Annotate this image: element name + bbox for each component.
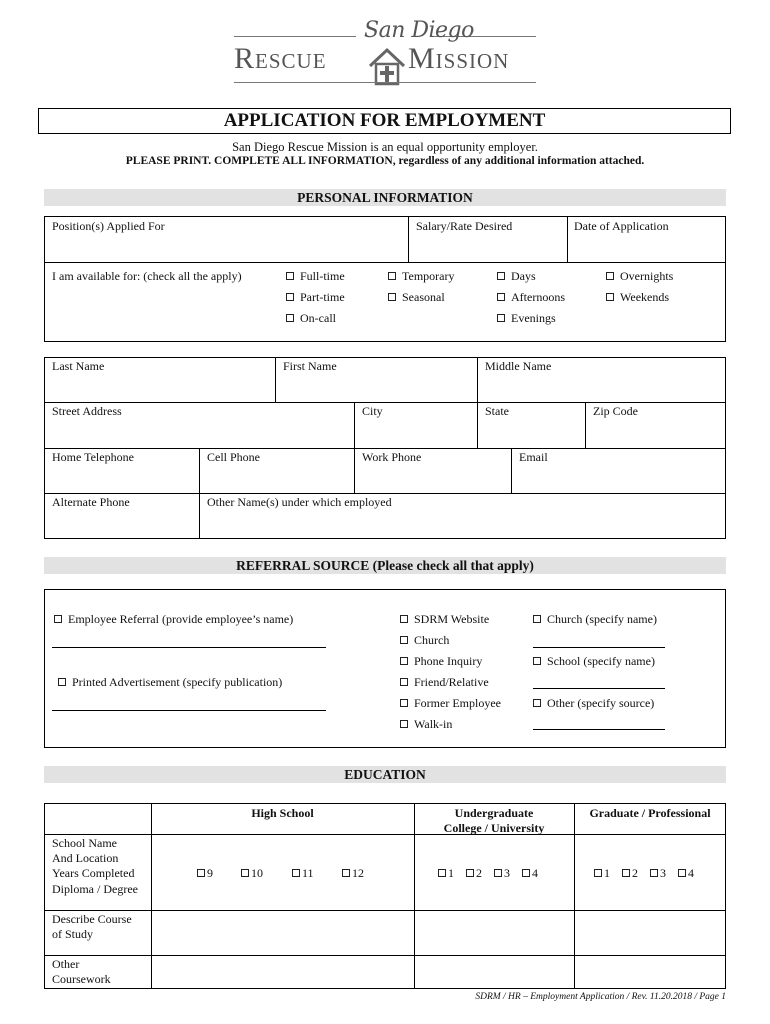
salary-desired-field[interactable]: Salary/Rate Desired [416, 219, 513, 233]
weekends-checkbox[interactable] [606, 290, 669, 305]
year-label: 10 [251, 866, 263, 880]
city-field[interactable]: City [362, 404, 383, 418]
divider [477, 402, 478, 448]
divider [44, 955, 726, 956]
option-label: Seasonal [402, 290, 445, 304]
checkbox-icon [197, 869, 205, 877]
divider [44, 910, 726, 911]
checkbox-icon [292, 869, 300, 877]
column-header-high-school: High School [251, 806, 314, 820]
grad-year-checkbox[interactable] [594, 866, 610, 881]
ug-year-checkbox[interactable] [494, 866, 510, 881]
checkbox-icon [497, 293, 505, 301]
checkbox-icon [494, 869, 502, 877]
year-label: 3 [504, 866, 510, 880]
year-label: 1 [604, 866, 610, 880]
hs-year-checkbox[interactable] [342, 866, 364, 881]
form-title: APPLICATION FOR EMPLOYMENT [38, 108, 731, 134]
option-label: Phone Inquiry [414, 654, 483, 668]
print-instructions: PLEASE PRINT. COMPLETE ALL INFORMATION, regardless of any additional information attached. [125, 155, 645, 167]
home-telephone-field[interactable]: Home Telephone [52, 450, 134, 464]
checkbox-icon [400, 720, 408, 728]
logo-rule [234, 36, 356, 37]
checkbox-icon [342, 869, 350, 877]
checkbox-icon [606, 272, 614, 280]
oncall-checkbox[interactable] [286, 311, 336, 326]
divider [275, 357, 276, 402]
divider [477, 357, 478, 402]
year-label: 9 [207, 866, 213, 880]
overnights-checkbox[interactable] [606, 269, 673, 284]
column-header-graduate: Graduate / Professional [589, 806, 711, 820]
divider [44, 448, 726, 449]
employee-referral-checkbox[interactable] [54, 612, 293, 627]
checkbox-icon [594, 869, 602, 877]
year-label: 2 [476, 866, 482, 880]
divider [199, 448, 200, 539]
divider [44, 262, 726, 263]
logo-rule [234, 82, 536, 83]
option-label: Church [414, 633, 450, 647]
divider [44, 834, 726, 835]
row-label-course: Describe Course [52, 912, 132, 926]
alternate-phone-field[interactable]: Alternate Phone [52, 495, 130, 509]
publication-line[interactable] [52, 710, 326, 711]
year-label: 12 [352, 866, 364, 880]
year-label: 11 [302, 866, 314, 880]
church-specify-checkbox[interactable] [533, 612, 657, 627]
education-table [44, 803, 726, 989]
year-label: 3 [660, 866, 666, 880]
evenings-checkbox[interactable] [497, 311, 556, 326]
walk-in-checkbox[interactable] [400, 717, 452, 732]
row-label-location: And Location [52, 851, 119, 865]
equal-opportunity-statement: San Diego Rescue Mission is an equal opportunity employer. [232, 140, 538, 154]
checkbox-icon [388, 293, 396, 301]
checkbox-icon [533, 657, 541, 665]
option-label: SDRM Website [414, 612, 490, 626]
other-source-line[interactable] [533, 729, 665, 730]
employee-name-line[interactable] [52, 647, 326, 648]
hs-year-checkbox[interactable] [197, 866, 213, 881]
year-label: 4 [532, 866, 538, 880]
church-checkbox[interactable] [400, 633, 449, 648]
checkbox-icon [622, 869, 630, 877]
temporary-checkbox[interactable] [388, 269, 454, 284]
divider [408, 216, 409, 262]
ug-year-checkbox[interactable] [522, 866, 538, 881]
parttime-checkbox[interactable] [286, 290, 345, 305]
divider [151, 803, 152, 989]
option-label: Weekends [620, 290, 670, 304]
section-heading-personal: PERSONAL INFORMATION [44, 189, 726, 206]
divider [567, 216, 568, 262]
option-label: Overnights [620, 269, 674, 283]
option-label: Other (specify source) [547, 696, 655, 710]
checkbox-icon [466, 869, 474, 877]
checkbox-icon [533, 615, 541, 623]
year-label: 4 [688, 866, 694, 880]
fulltime-checkbox[interactable] [286, 269, 345, 284]
position-applied-field[interactable]: Position(s) Applied For [52, 219, 165, 233]
zip-code-field[interactable]: Zip Code [593, 404, 638, 418]
checkbox-icon [438, 869, 446, 877]
printed-ad-checkbox[interactable] [58, 675, 282, 690]
option-label: School (specify name) [547, 654, 655, 668]
former-employee-checkbox[interactable] [400, 696, 501, 711]
checkbox-icon [400, 699, 408, 707]
option-label: Former Employee [414, 696, 501, 710]
street-address-field[interactable]: Street Address [52, 404, 122, 418]
option-label: Friend/Relative [414, 675, 489, 689]
divider [585, 402, 586, 448]
friend-relative-checkbox[interactable] [400, 675, 489, 690]
checkbox-icon [241, 869, 249, 877]
ug-year-checkbox[interactable] [438, 866, 454, 881]
school-name-line[interactable] [533, 688, 665, 689]
other-specify-checkbox[interactable] [533, 696, 654, 711]
work-phone-field[interactable]: Work Phone [362, 450, 422, 464]
year-label: 2 [632, 866, 638, 880]
divider [44, 493, 726, 494]
option-label: Evenings [511, 311, 556, 325]
checkbox-icon [388, 272, 396, 280]
divider [574, 803, 575, 989]
row-label-years: Years Completed [52, 866, 135, 880]
option-label: Printed Advertisement (specify publication) [72, 675, 283, 689]
church-name-line[interactable] [533, 647, 665, 648]
checkbox-icon [286, 314, 294, 322]
checkbox-icon [497, 314, 505, 322]
seasonal-checkbox[interactable] [388, 290, 445, 305]
column-header-undergraduate: Undergraduate [454, 806, 534, 820]
cell-phone-field[interactable]: Cell Phone [207, 450, 260, 464]
sdrm-website-checkbox[interactable] [400, 612, 489, 627]
logo-word-rescue: Rescue [234, 42, 327, 75]
checkbox-icon [400, 615, 408, 623]
checkbox-icon [286, 293, 294, 301]
checkbox-icon [606, 293, 614, 301]
year-label: 1 [448, 866, 454, 880]
divider [354, 448, 355, 493]
checkbox-icon [650, 869, 658, 877]
checkbox-icon [286, 272, 294, 280]
row-label-diploma: Diploma / Degree [52, 882, 138, 896]
last-name-field[interactable]: Last Name [52, 359, 105, 373]
divider [44, 402, 726, 403]
first-name-field[interactable]: First Name [283, 359, 337, 373]
column-header-college: College / University [443, 821, 545, 835]
option-label: Employee Referral (provide employee’s name) [68, 612, 294, 626]
option-label: Part-time [300, 290, 345, 304]
other-names-field[interactable]: Other Name(s) under which employed [207, 495, 392, 509]
logo-script-text: San Diego [364, 18, 474, 43]
option-label: Walk-in [414, 717, 453, 731]
phone-inquiry-checkbox[interactable] [400, 654, 482, 669]
checkbox-icon [400, 636, 408, 644]
checkbox-icon [400, 678, 408, 686]
afternoons-checkbox[interactable] [497, 290, 565, 305]
state-field[interactable]: State [485, 404, 509, 418]
checkbox-icon [678, 869, 686, 877]
availability-label: I am available for: (check all the apply) [52, 269, 242, 283]
checkbox-icon [522, 869, 530, 877]
checkbox-icon [533, 699, 541, 707]
divider [354, 402, 355, 448]
grad-year-checkbox[interactable] [650, 866, 666, 881]
row-label-other: Other [52, 957, 80, 971]
hs-year-checkbox[interactable] [292, 866, 314, 881]
checkbox-icon [58, 678, 66, 686]
row-label-school-name: School Name [52, 836, 117, 850]
option-label: Church (specify name) [547, 612, 657, 626]
hs-year-checkbox[interactable] [241, 866, 263, 881]
organization-logo [232, 14, 538, 84]
section-heading-education: EDUCATION [44, 766, 726, 783]
row-label-coursework: Coursework [52, 972, 111, 986]
days-checkbox[interactable] [497, 269, 536, 284]
page-footer: SDRM / HR – Employment Application / Rev. 11.20.2018 / Page 1 [475, 992, 726, 1002]
ug-year-checkbox[interactable] [466, 866, 482, 881]
option-label: Full-time [300, 269, 345, 283]
checkbox-icon [54, 615, 62, 623]
middle-name-field[interactable]: Middle Name [485, 359, 552, 373]
grad-year-checkbox[interactable] [622, 866, 638, 881]
option-label: Afternoons [511, 290, 565, 304]
logo-word-mission: Mission [408, 42, 510, 75]
row-label-study: of Study [52, 927, 94, 941]
divider [511, 448, 512, 493]
grad-year-checkbox[interactable] [678, 866, 694, 881]
option-label: Days [511, 269, 536, 283]
date-of-application-field[interactable]: Date of Application [574, 219, 669, 233]
school-specify-checkbox[interactable] [533, 654, 655, 669]
option-label: On-call [300, 311, 336, 325]
section-heading-referral: REFERRAL SOURCE (Please check all that apply) [44, 557, 726, 574]
checkbox-icon [400, 657, 408, 665]
email-field[interactable]: Email [519, 450, 548, 464]
checkbox-icon [497, 272, 505, 280]
house-cross-icon [368, 46, 406, 86]
option-label: Temporary [402, 269, 455, 283]
